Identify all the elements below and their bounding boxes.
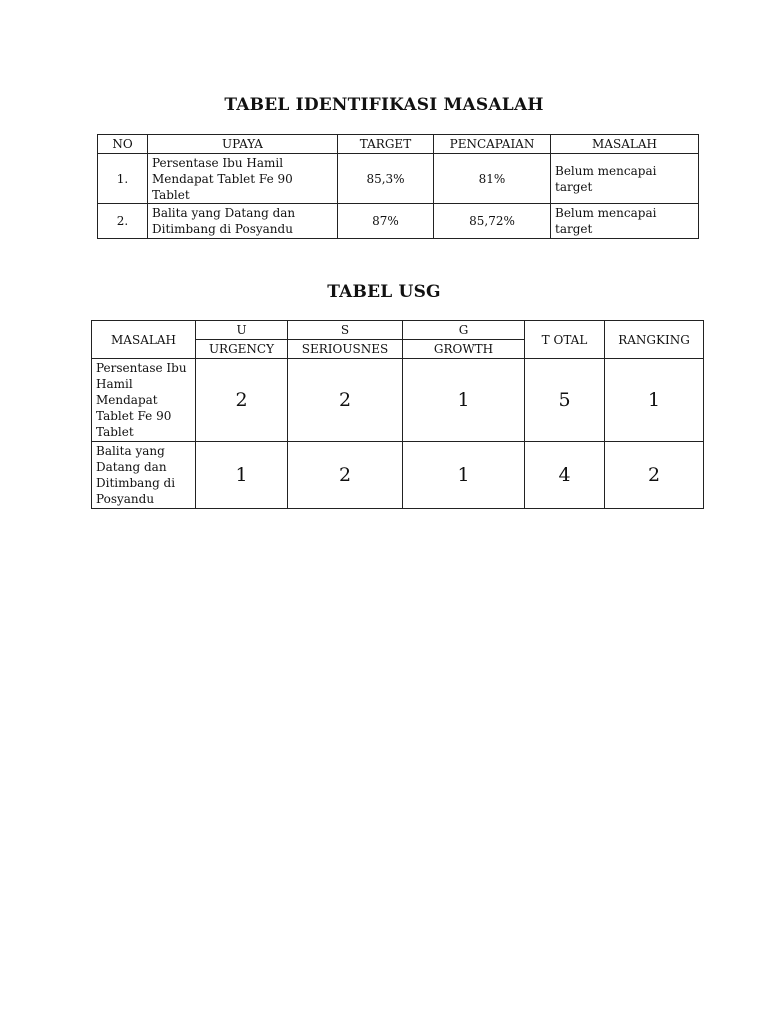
table-row [98,204,699,239]
header-urgency: URGENCY [196,340,288,359]
identification-table-title: TABEL IDENTIFIKASI MASALAH [224,95,544,115]
header-upaya: UPAYA [148,135,338,154]
cell-rangking: 2 [605,442,704,509]
cell-masalah: Belum mencapai target [551,204,699,239]
cell-g: 1 [403,442,525,509]
cell-no: 2. [98,204,148,239]
usg-table [91,320,704,509]
cell-upaya: Balita yang Datang dan Ditimbang di Posyandu [148,204,338,239]
header-total: T OTAL [525,321,605,359]
table-row [92,442,704,509]
table-header-row [92,321,704,340]
usg-table-title: TABEL USG [327,282,441,302]
cell-total: 5 [525,359,605,442]
cell-masalah: Balita yang Datang dan Ditimbang di Posyandu [92,442,196,509]
header-growth: GROWTH [403,340,525,359]
table-row [92,359,704,442]
header-g: G [403,321,525,340]
cell-s: 2 [288,359,403,442]
header-u: U [196,321,288,340]
header-target: TARGET [338,135,434,154]
table-row [98,154,699,204]
cell-upaya: Persentase Ibu Hamil Mendapat Tablet Fe 90 Tablet [148,154,338,204]
cell-pencapaian: 85,72% [434,204,551,239]
identification-table [97,134,699,239]
cell-masalah: Belum mencapai target [551,154,699,204]
cell-masalah: Persentase Ibu Hamil Mendapat Tablet Fe 90 Tablet [92,359,196,442]
header-rangking: RANGKING [605,321,704,359]
table-header-row [98,135,699,154]
header-pencapaian: PENCAPAIAN [434,135,551,154]
cell-no: 1. [98,154,148,204]
cell-total: 4 [525,442,605,509]
header-masalah: MASALAH [92,321,196,359]
header-no: NO [98,135,148,154]
cell-u: 2 [196,359,288,442]
cell-u: 1 [196,442,288,509]
cell-g: 1 [403,359,525,442]
cell-target: 85,3% [338,154,434,204]
header-seriousness: SERIOUSNES [288,340,403,359]
header-masalah: MASALAH [551,135,699,154]
header-s: S [288,321,403,340]
cell-target: 87% [338,204,434,239]
cell-s: 2 [288,442,403,509]
cell-pencapaian: 81% [434,154,551,204]
cell-rangking: 1 [605,359,704,442]
